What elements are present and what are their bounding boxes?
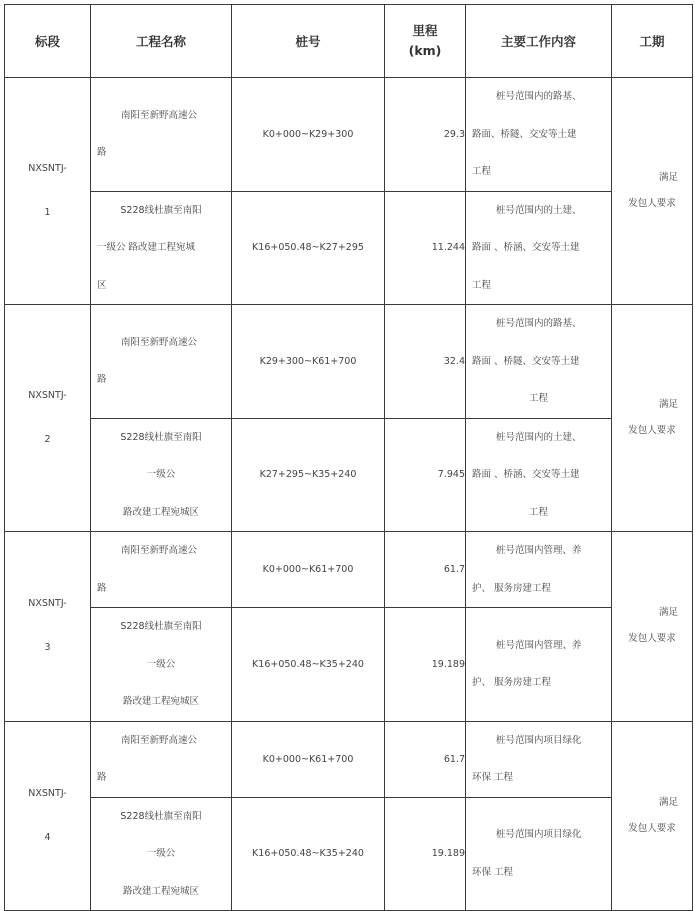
chainage-text: K29+300~K61+700 — [259, 355, 357, 367]
mileage-cell — [385, 191, 466, 305]
main-work-cell — [466, 78, 612, 192]
project-name-line: 一级公 — [146, 469, 176, 480]
project-name-line: S228线杜旗至南阳 — [120, 621, 202, 632]
mileage-text: 11.244 — [431, 242, 465, 254]
main-work-line: 桩号范围内项目绿化 — [496, 734, 582, 746]
project-name-line: 路改建工程宛城区 — [122, 885, 199, 897]
section-code-cell — [5, 305, 91, 532]
section-code-text: 4 — [44, 831, 51, 843]
period-text: 发包人要求 — [628, 822, 676, 834]
main-work-line: 桩号范围内管理、养 — [496, 545, 582, 556]
section-code-cell — [5, 78, 91, 305]
header-mileage-unit: (km) — [408, 43, 442, 58]
main-work-line: 路面 、桥隧、交安等土建 — [472, 355, 580, 367]
section-code-text: 3 — [44, 642, 51, 654]
period-cell — [612, 721, 693, 911]
main-work-line: 路面 、桥涵、交安等土建 — [472, 469, 580, 480]
chainage-text: K0+000~K61+700 — [262, 564, 354, 575]
table-row — [5, 305, 693, 419]
mileage-text: 61.7 — [443, 753, 465, 765]
project-name-line: 路 — [97, 147, 107, 159]
bid-section-table — [4, 4, 693, 911]
chainage-cell — [232, 721, 385, 797]
table-row — [5, 721, 693, 797]
main-work-cell — [466, 191, 612, 305]
chainage-text: K16+050.48~K35+240 — [252, 658, 364, 670]
mileage-text: 19.189 — [431, 848, 465, 860]
main-work-cell — [466, 305, 612, 419]
chainage-cell — [232, 191, 385, 305]
section-code-text: 1 — [44, 207, 51, 218]
main-work-line: 桩号范围内的路基、 — [496, 318, 582, 329]
project-name-cell — [91, 721, 232, 797]
main-work-cell — [466, 532, 612, 608]
main-work-line: 护、 服务房建工程 — [472, 677, 552, 689]
chainage-text: K0+000~K61+700 — [262, 753, 354, 765]
chainage-cell — [232, 608, 385, 722]
section-code-text: NXSNTJ- — [28, 390, 67, 401]
main-work-line: 工程 — [472, 279, 492, 291]
chainage-text: K16+050.48~K27+295 — [252, 242, 364, 254]
period-text: 发包人要求 — [628, 425, 676, 436]
project-name-cell — [91, 305, 232, 419]
main-work-cell — [466, 418, 612, 532]
period-text: 满足 — [658, 172, 678, 183]
project-name-line: 一级公 — [146, 658, 176, 670]
main-work-line: 桩号范围内的土建、 — [496, 431, 582, 443]
table-row — [5, 78, 693, 192]
main-work-line: 工程 — [528, 393, 548, 404]
main-work-line: 护、 服务房建工程 — [472, 582, 552, 594]
table-row — [5, 532, 693, 608]
mileage-cell — [385, 305, 466, 419]
chainage-cell — [232, 532, 385, 608]
project-name-cell — [91, 797, 232, 911]
mileage-cell — [385, 418, 466, 532]
mileage-text: 29.3 — [443, 128, 465, 140]
project-name-line: S228线杜旗至南阳 — [120, 810, 202, 822]
section-code-text: NXSNTJ- — [28, 787, 67, 799]
project-name-line: 南阳至新野高速公 — [121, 734, 198, 746]
main-work-cell — [466, 608, 612, 722]
chainage-cell — [232, 418, 385, 532]
project-name-line: 一级公 — [146, 848, 176, 859]
main-work-line: 路面 、桥涵、交安等土建 — [472, 242, 580, 253]
mileage-cell — [385, 608, 466, 722]
project-name-line: 路改建工程宛城区 — [122, 506, 199, 518]
header-chainage: 桩号 — [232, 5, 385, 78]
project-name-line: 区 — [97, 279, 107, 291]
section-code-text: 2 — [44, 434, 51, 445]
table-row — [5, 191, 693, 305]
mileage-text: 61.7 — [443, 564, 465, 575]
project-name-cell — [91, 78, 232, 192]
table-row — [5, 418, 693, 532]
mileage-cell — [385, 797, 466, 911]
header-project-name: 工程名称 — [91, 5, 232, 78]
main-work-line: 桩号范围内的土建、 — [496, 204, 582, 216]
mileage-cell — [385, 532, 466, 608]
mileage-text: 32.4 — [443, 355, 465, 367]
section-code-cell — [5, 532, 91, 722]
main-work-line: 桩号范围内项目绿化 — [496, 829, 582, 841]
period-cell — [612, 78, 693, 305]
section-code-text: NXSNTJ- — [28, 163, 67, 174]
project-name-line: 南阳至新野高速公 — [121, 109, 198, 121]
period-text: 满足 — [658, 607, 678, 619]
main-work-line: 桩号范围内管理、养 — [496, 639, 582, 651]
project-name-line: 南阳至新野高速公 — [121, 336, 198, 348]
chainage-cell — [232, 797, 385, 911]
section-code-text: NXSNTJ- — [28, 598, 67, 610]
main-work-line: 工程 — [528, 506, 548, 518]
mileage-text: 7.945 — [437, 469, 465, 481]
header-period: 工期 — [612, 5, 693, 78]
main-work-line: 工程 — [472, 166, 492, 177]
chainage-text: K0+000~K29+300 — [262, 128, 354, 140]
project-name-line: 路 — [97, 374, 107, 386]
table-row — [5, 608, 693, 722]
project-name-line: 路 — [97, 582, 107, 594]
header-mileage — [385, 5, 466, 78]
project-name-cell — [91, 608, 232, 722]
project-name-line: 路改建工程宛城区 — [122, 696, 199, 707]
chainage-cell — [232, 305, 385, 419]
project-name-line: S228线杜旗至南阳 — [120, 204, 202, 216]
mileage-text: 19.189 — [431, 658, 465, 670]
project-name-cell — [91, 191, 232, 305]
project-name-cell — [91, 532, 232, 608]
project-name-cell — [91, 418, 232, 532]
main-work-line: 环保 工程 — [472, 772, 514, 783]
project-name-line: 一级公 路改建工程宛城 — [97, 242, 196, 253]
header-section: 标段 — [5, 5, 91, 78]
main-work-line: 路面、桥隧、交安等土建 — [472, 128, 577, 140]
header-mileage-label: 里程 — [412, 23, 438, 38]
period-text: 发包人要求 — [628, 198, 676, 209]
main-work-cell — [466, 797, 612, 911]
main-work-line: 环保 工程 — [472, 866, 514, 878]
project-name-line: 路 — [97, 772, 107, 783]
header-row — [5, 5, 693, 78]
chainage-cell — [232, 78, 385, 192]
header-main-work: 主要工作内容 — [466, 5, 612, 78]
project-name-line: S228线杜旗至南阳 — [120, 431, 202, 443]
period-text: 发包人要求 — [628, 633, 676, 645]
period-cell — [612, 305, 693, 532]
period-cell — [612, 532, 693, 722]
section-code-cell — [5, 721, 91, 911]
chainage-text: K27+295~K35+240 — [259, 469, 357, 481]
mileage-cell — [385, 78, 466, 192]
main-work-cell — [466, 721, 612, 797]
chainage-text: K16+050.48~K35+240 — [252, 848, 364, 860]
main-work-line: 桩号范围内的路基、 — [496, 91, 582, 102]
period-text: 满足 — [658, 796, 678, 808]
table-row — [5, 797, 693, 911]
period-text: 满足 — [658, 399, 678, 410]
mileage-cell — [385, 721, 466, 797]
project-name-line: 南阳至新野高速公 — [121, 545, 198, 556]
table-body — [5, 78, 693, 911]
